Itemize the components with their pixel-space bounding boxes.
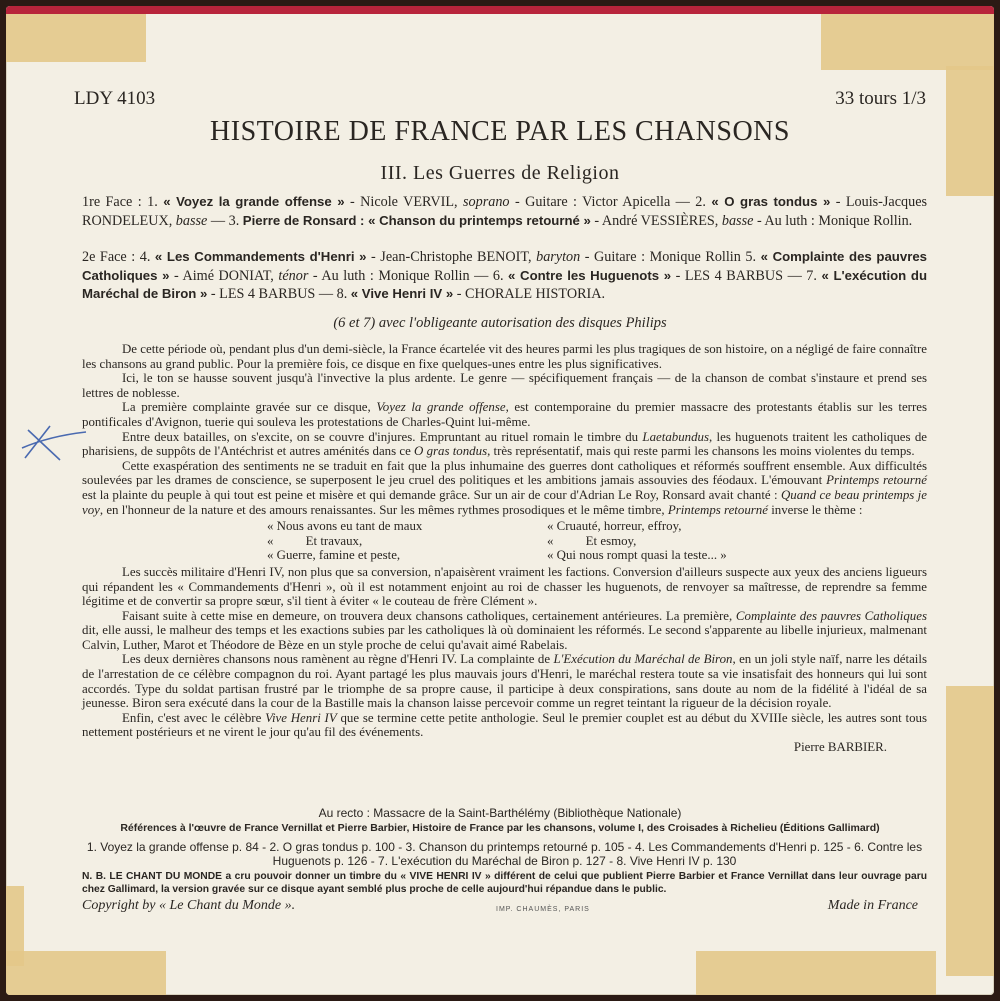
track-credit: - LES 4 BARBUS — 7. [671,267,822,284]
track-title: « L'exécution du Maréchal de Biron » [82,267,927,301]
voice-type: basse [721,212,754,229]
track-credit: - Au luth : Monique Rollin. [753,212,913,229]
text-run: que se termine cette petite anthologie. Seul le premier couplet est au début du XVIIIe siècle, les autres sont tous nettement postérieurs et ne virent le jour qu'au fil des événements. [82,710,927,740]
track-title: « Contre les Huguenots » [508,267,672,283]
voice-type: baryton [536,249,581,265]
made-in-label: Made in France [827,898,918,913]
text-run: dit, elle aussi, le malheur des temps et les exactions subies par les catholiques là où dominaient les réformés. Le second s'apparente au libelle injurieux, malmenant Calvin, Luther, Marot et Théodore de Bèze en un style proche de celui qu'avait aimé Rabelais. [82,623,927,652]
paragraph: Les succès militaire d'Henri IV, non plus que sa conversion, n'apaisèrent vraiment les factions. Conversion d'ailleurs suspecte aux yeux des anciens ligueurs qui répandent les « Commandements d'Henri », où il est notamment enjoint au roi de chasser les huguenots, de renvoyer sa maîtresse, de reprendre sa femme légitime et de convertir sa propre sœur, s'il tient à éviter « le couteau de frère Clément ». [82,564,927,609]
track-credit: - LES 4 BARBUS — 8. [207,286,351,302]
text-run: La première complainte gravée sur ce disque, [122,400,377,415]
voice-type: ténor [278,267,309,284]
paragraph: De cette période où, pendant plus d'un demi-siècle, la France écartelée vit des heures parmi les plus tragiques de son histoire, on a négligé de faire connaître les chansons au grand public. Pour la première fois, ce disque en fixe quelques-unes entre les plus significatives. [82,342,927,371]
side-1-tracklist [82,193,927,230]
paragraph [82,400,927,429]
song-reference: L'Exécution du Maréchal de Biron [553,652,733,667]
track-credit: - Au luth : Monique Rollin — 6. [308,267,509,284]
song-reference: Voyez la grande offense [376,400,506,415]
track-credit: - Jean-Christophe BENOIT, [366,249,537,265]
side-label: 2e Face : 4. [82,249,155,265]
track-credit: - Nicole VERVIL, [344,194,463,210]
text-run: Faisant suite à cette mise en demeure, on trouvera deux chansons catholiques, certainement antérieures. La première, [122,608,736,623]
philips-credit: (6 et 7) avec l'obligeante autorisation des disques Philips [333,315,667,331]
track-credit: — 3. [207,212,243,229]
track-credit: - CHORALE HISTORIA. [453,286,606,302]
track-credit: - André VESSIÈRES, [590,212,722,229]
paragraph [82,609,927,653]
paragraph [82,652,927,710]
text-run: , en l'honneur de la nature et des amours renaissantes. Sur les mêmes rythmes prosodiques et le même timbre, [99,502,668,517]
verse-line: « Et travaux, [267,533,363,548]
song-reference: O gras tondus [414,444,488,459]
record-sleeve-back [6,6,994,995]
track-title: « Vive Henri IV » [350,286,454,301]
cover-credit: Au recto : Massacre de la Saint-Barthélémy (Bibliothèque Nationale) [318,806,682,820]
paragraph [82,459,927,517]
author-signature: Pierre BARBIER. [793,740,887,755]
printer-credit: IMP. CHAUMÈS, PARIS [496,906,590,913]
track-credit: - Louis-Jacques RONDELEUX, [82,194,928,229]
voice-type: basse [175,212,208,229]
text-run: inverse le thème : [767,502,863,517]
verse-line: « Nous avons eu tant de maux [267,519,423,534]
song-reference: Printemps retourné [667,502,768,517]
liner-notes [82,342,927,755]
text-run: est la plainte du peuple à qui tout est peine et misère et qui demande grâce. Sur un air de cour d'Adrian Le Roy, Ronsard avait chanté : [82,487,781,502]
copyright-notice: Copyright by « Le Chant du Monde ». [82,898,296,913]
voice-type: soprano [463,194,510,210]
text-run: , en un joli style naïf, narre les détails de l'arrestation de ce célèbre compagnon du roi. Ayant partagé les plus mauvais jours d'Henri, le maréchal restera toute sa vie insatisfait des honneurs qui lui sont accordés. Type du soldat partisan frustré par le triomphe de sa propre cause, il participe à deux conspirations, sans doute au nom de la fidélité à l'idéal de sa jeunesse. Biron sera exécuté dans la cour de la Bastille mais la chanson laisse percevoir comme un regret teintant la rigueur de la décision royale. [82,652,927,711]
verse-line: « Cruauté, horreur, effroy, [547,519,682,534]
text-run: Enfin, c'est avec le célèbre [122,710,266,725]
text-run: Les deux dernières chansons nous ramènent au règne d'Henri IV. La complainte de [122,652,554,667]
verse-line: « Et esmoy, [547,533,637,548]
song-reference: Quand ce beau printemps je voy [82,487,927,517]
track-title: « Complainte des pauvres Catholiques » [82,249,927,283]
song-reference: Complainte des pauvres Catholiques [735,608,927,623]
track-title: « Voyez la grande offense » [163,194,345,209]
paragraph [82,430,927,459]
song-reference: Vive Henri IV [265,710,337,725]
editor-note: N. B. LE CHANT DU MONDE a cru pouvoir donner un timbre du « VIVE HENRI IV » différent de celui que publient Pierre Barbier et France Vernillat dans leur ouvrage paru chez Gallimard, la version gravée sur ce disque ayant semblé plus proche de celle aujourd'hui répandue dans le public. [82,871,927,895]
song-reference: Laetabundus [642,429,710,444]
text-run: , est contemporaine du premier massacre des protestants établis sur les terres pontificales d'Avignon, tuerie qui souleva les protestations de Charles-Quint lui-même. [82,400,928,429]
verse-line: « Guerre, famine et peste, [267,548,401,563]
song-reference: Printemps retourné [826,473,927,488]
text-run: , très représentatif, mais qui reste parmi les chansons les moins violentes du temps. [487,444,915,459]
references-list: 1. Voyez la grande offense p. 84 - 2. O gras tondus p. 100 - 3. Chanson du printemps retourné p. 105 - 4. Les Commandements d'Henri p. 125 - 6. Contre les Huguenots p. 126 - 7. L'exécution du Maréchal de Biron p. 127 - 8. Vive Henri IV p. 130 [86,840,923,868]
side-2-tracklist [82,248,927,304]
track-credit: - Guitare : Monique Rollin 5. [580,249,761,265]
album-subtitle: III. Les Guerres de Religion [380,162,620,184]
text-run: Entre deux batailles, on s'excite, on se couvre d'injures. Empruntant au rituel romain le timbre du [122,429,643,444]
verse-line: « Qui nous rompt quasi la teste... » [547,548,727,563]
text-run: , les huguenots traitent les catholiques de pharisiens, de suppôts de l'Antéchrist et autres aménités dans ce [82,429,927,459]
quoted-verses [267,519,927,563]
references-title: Références à l'œuvre de France Vernillat et Pierre Barbier, Histoire de France par les chansons, volume I, des Croisades à Richelieu (Éditions Gallimard) [120,822,880,834]
track-credit: - Aimé DONIAT, [169,267,279,284]
album-title: HISTOIRE DE FRANCE PAR LES CHANSONS [210,116,790,147]
paragraph [82,711,927,740]
paragraph: Ici, le ton se hausse souvent jusqu'à l'invective la plus ardente. Le genre — spécifiquement français — de la chanson de combat s'instaure et prend ses lettres de noblesse. [82,371,927,400]
track-title: Pierre de Ronsard : « Chanson du printemps retourné » [242,212,591,228]
side-label: 1re Face : 1. [82,194,164,210]
track-title: « O gras tondus » [711,194,831,209]
track-credit: - Guitare : Victor Apicella — 2. [509,194,712,210]
track-title: « Les Commandements d'Henri » [154,249,367,264]
text-run: Cette exaspération des sentiments ne se traduit en fait que la plus inhumaine des guerres dont catholiques et réformés souffrent ensemble. Aux difficultés soulevées par les drames de conscience, se superposent le jeu cruel des politiques et les ambitions jamais assouvies des féodaux. L'émouvant [82,458,927,488]
catalog-number: LDY 4103 [74,88,156,109]
record-speed: 33 tours 1/3 [835,88,926,109]
